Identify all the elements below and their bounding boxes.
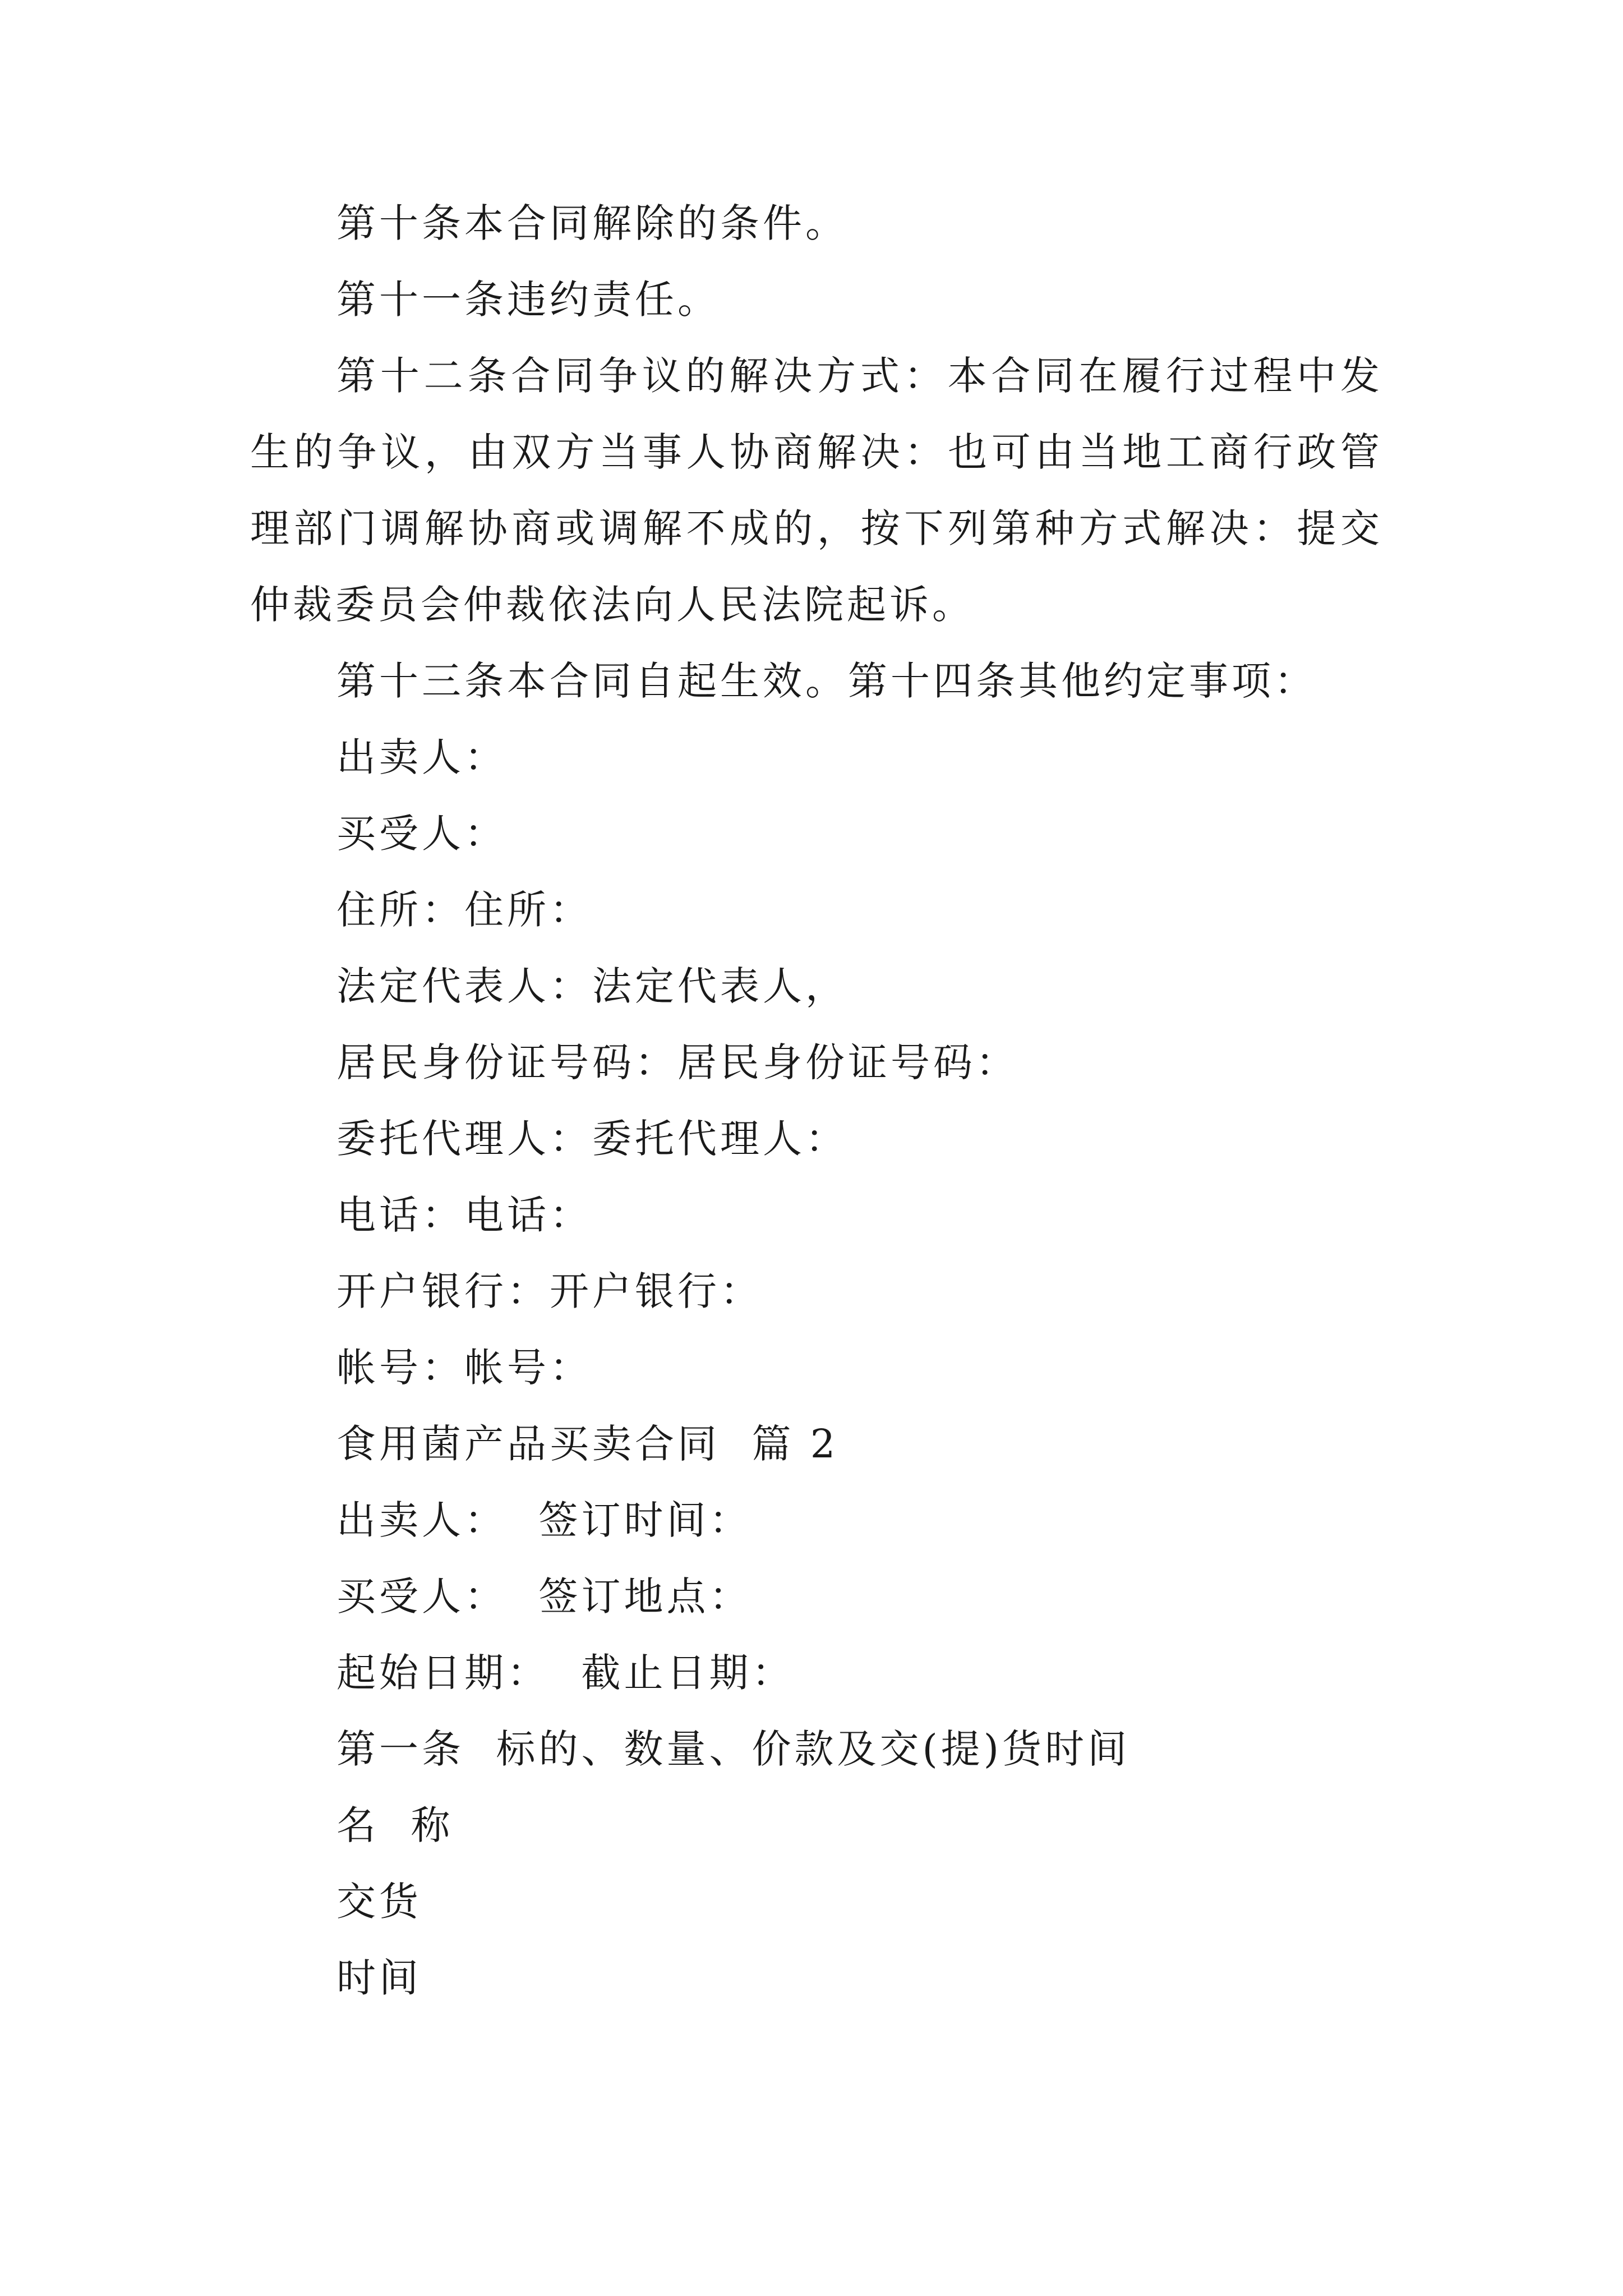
field-seller-sign-time: 出卖人： 签订时间： [336,1497,752,1543]
field-id-number: 居民身份证号码：居民身份证号码： [336,1039,1018,1085]
table-label-time: 时间 [336,1955,422,2001]
field-legal-representative: 法定代表人：法定代表人， [336,963,848,1009]
table-label-delivery: 交货 [336,1879,422,1925]
field-phone: 电话：电话： [336,1192,592,1238]
field-start-end-date: 起始日期： 截止日期： [336,1650,795,1696]
paragraph-article-11: 第十一条违约责任。 [336,277,720,323]
document-body [250,185,1383,2016]
field-buyer-sign-place: 买受人： 签订地点： [336,1573,752,1619]
paragraph-article-12: 第十二条合同争议的解决方式：本合同在履行过程中发生的争议，由双方当事人协商解决：也可由当地工商行政管理部门调解协商或调解不成的，按下列第种方式解决：提交仲裁委员会仲裁依法向人民法院起诉。 [250,353,1383,628]
table-label-name: 名 称 [336,1802,454,1848]
field-address: 住所：住所： [336,887,592,933]
field-agent: 委托代理人：委托代理人： [336,1116,848,1162]
field-buyer: 买受人： [336,811,507,857]
paragraph-article-10: 第十条本合同解除的条件。 [336,200,848,246]
field-seller: 出卖人： [336,734,507,780]
section-heading-contract-2: 食用菌产品买卖合同 篇 2 [336,1421,839,1467]
paragraph-article-13-14: 第十三条本合同自起生效。第十四条其他约定事项： [336,658,1317,704]
field-account: 帐号：帐号： [336,1345,592,1391]
field-bank: 开户银行：开户银行： [336,1268,763,1314]
paragraph-article-1: 第一条 标的、数量、价款及交(提)货时间 [336,1726,1131,1772]
